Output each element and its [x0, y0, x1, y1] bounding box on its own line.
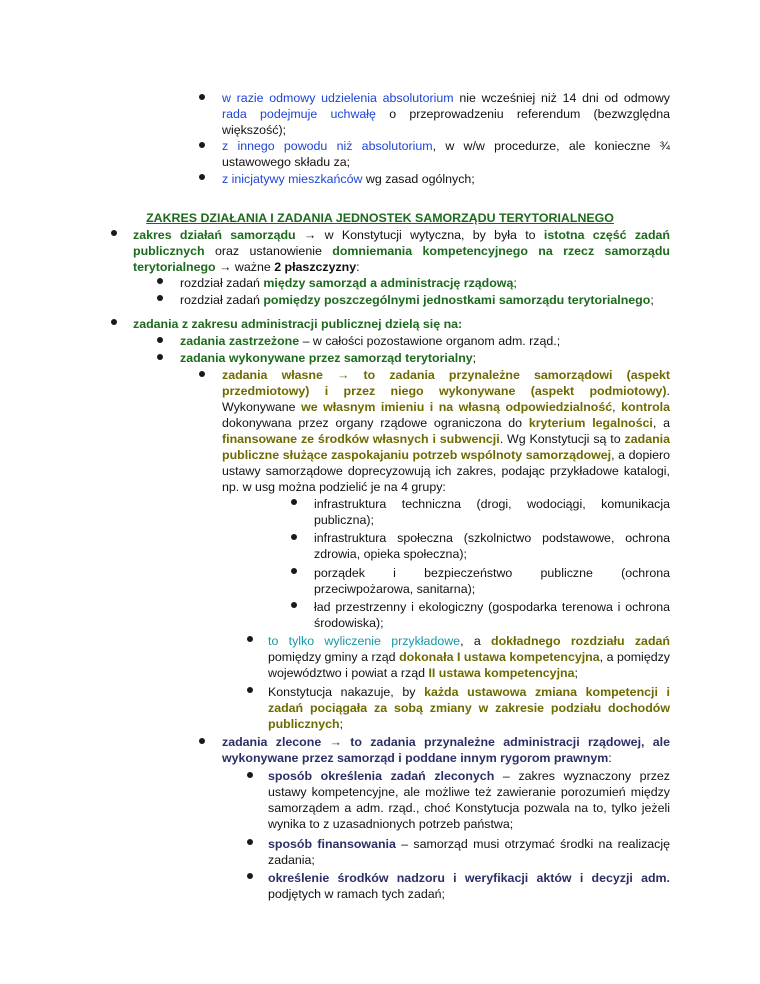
- bullet-icon: [291, 534, 297, 540]
- text-run: pomiędzy gminy a rząd: [268, 650, 396, 664]
- text-run: w razie odmowy udzielenia absolutorium: [222, 91, 454, 105]
- list-item: [222, 90, 670, 138]
- list-item: [268, 768, 670, 832]
- text-run: zadania z zakresu administracji publicznej dzielą się na:: [133, 317, 463, 331]
- text-run: rozdział zadań: [180, 293, 260, 307]
- bullet-icon: [199, 174, 205, 180]
- text-run: określenie środków nadzoru i weryfikacji aktów i decyzji adm.: [268, 871, 670, 885]
- list-item: [222, 734, 670, 766]
- text-run: zadania wykonywane przez samorząd terytorialny: [180, 351, 473, 365]
- text-run: infrastruktura techniczna (drogi, wodociągi, komunikacja publiczna);: [314, 497, 670, 527]
- text-run: z inicjatywy mieszkańców: [222, 172, 363, 186]
- text-run: we własnym imieniu i na własną odpowiedzialność: [301, 400, 613, 414]
- bullet-icon: [199, 371, 205, 377]
- text-run: . Wykonywane: [222, 384, 670, 414]
- bullet-icon: [247, 839, 253, 845]
- text-run: ;: [574, 666, 578, 680]
- text-run: sposób finansowania: [268, 837, 396, 851]
- text-run: porządek i bezpieczeństwo publiczne (ochrona przeciwpożarowa, sanitarna);: [314, 566, 670, 596]
- text-run: zadania własne → to zadania przynależne samorządowi (aspekt przedmiotowy) i przez niego wykonywane (aspekt podmiotowy): [222, 368, 670, 398]
- text-run: ;: [513, 276, 517, 290]
- bullet-icon: [157, 278, 163, 284]
- text-run: finansowane ze środków własnych i subwencji: [222, 432, 500, 446]
- list-item: [314, 599, 670, 631]
- text-run: rada podejmuje uchwałę: [222, 107, 376, 121]
- bullet-icon: [247, 873, 253, 879]
- text-run: pomiędzy poszczególnymi jednostkami samorządu terytorialnego: [263, 293, 651, 307]
- bullet-icon: [291, 499, 297, 505]
- bullet-icon: [111, 319, 117, 325]
- text-run: wg zasad ogólnych;: [365, 172, 475, 186]
- bullet-icon: [199, 142, 205, 148]
- list-item: [180, 333, 670, 349]
- text-run: kontrola: [621, 400, 671, 414]
- bullet-icon: [111, 230, 117, 236]
- list-item: [180, 275, 670, 291]
- list-item: [180, 350, 670, 366]
- bullet-icon: [247, 687, 253, 693]
- list-item: [222, 171, 670, 187]
- text-run: → w Konstytucji wytyczna, by była to: [303, 228, 536, 242]
- bullet-icon: [157, 337, 163, 343]
- text-run: ;: [472, 351, 477, 365]
- text-run: między samorząd a administrację rządową: [263, 276, 514, 290]
- text-run: z innego powodu niż absolutorium: [222, 139, 433, 153]
- text-run: istotna część zadań publicznych: [133, 228, 670, 258]
- bullet-icon: [247, 636, 253, 642]
- list-item: [133, 316, 670, 332]
- list-item: [133, 227, 670, 275]
- text-run: kryterium legalności: [528, 416, 653, 430]
- text-run: . Wg Konstytucji są to: [499, 432, 621, 446]
- text-run: podjętych w ramach tych zadań;: [268, 887, 446, 901]
- text-run: każda ustawowa zmiana kompetencji i zadań pociągała za sobą zmiany w zakresie podziału dochodów publicznych: [268, 685, 670, 731]
- text-run: nie wcześniej niż 14 dni od odmowy: [459, 91, 671, 105]
- text-run: zadania zlecone → to zadania przynależne administracji rządowej, ale wykonywane przez samorząd i poddane innym rygorom prawnym: [222, 735, 670, 765]
- text-run: → ważne: [219, 260, 271, 274]
- text-run: to tylko wyliczenie przykładowe: [268, 634, 461, 648]
- text-run: ,: [612, 400, 616, 414]
- text-run: – zakres wyznaczony przez ustawy kompetencyjne, ale możliwe też zawieranie porozumień między samorządem a adm. rząd., choć Konstytucja pozwala na to, tylko jeżeli wynika to z uzasadnionych potrzeb państwa;: [268, 769, 670, 831]
- text-run: Konstytucja nakazuje, by: [268, 685, 416, 699]
- list-item: [222, 367, 670, 495]
- text-run: zadania publiczne służące zaspokajaniu potrzeb wspólnoty samorządowej: [222, 432, 670, 462]
- text-run: – w całości pozostawione organom adm. rząd.;: [302, 334, 561, 348]
- list-item: [180, 292, 670, 308]
- list-item: [268, 836, 670, 868]
- text-run: ;: [339, 717, 344, 731]
- text-run: o przeprowadzeniu referendum (bezwzględna większość);: [222, 107, 670, 137]
- text-run: dokonała I ustawa kompetencyjna: [399, 650, 600, 664]
- text-run: oraz ustanowienie: [215, 244, 322, 258]
- bullet-icon: [157, 354, 163, 360]
- bullet-icon: [247, 772, 253, 778]
- text-run: , a dopiero ustawy samorządowe doprecyzowują ich zakres, podając przykładowe katalogi, np. w usg można podzielić je na 4 grupy:: [222, 448, 670, 494]
- text-run: 2 płaszczyzny: [274, 260, 357, 274]
- list-item: [222, 138, 670, 170]
- text-run: :: [608, 751, 612, 765]
- text-run: , w w/w procedurze, ale konieczne ¾ ustawowego składu za;: [222, 139, 670, 169]
- list-item: [268, 633, 670, 681]
- text-run: ;: [650, 293, 654, 307]
- text-run: – samorząd musi otrzymać środki na realizację zadania;: [268, 837, 670, 867]
- text-run: dokładnego rozdziału zadań: [491, 634, 670, 648]
- text-run: , a: [460, 634, 481, 648]
- text-run: , a: [652, 416, 670, 430]
- list-item: [268, 684, 670, 732]
- text-run: sposób określenia zadań zleconych: [268, 769, 495, 783]
- text-run: zakres działań samorządu: [133, 228, 296, 242]
- text-run: infrastruktura społeczna (szkolnictwo podstawowe, ochrona zdrowia, opieka społeczna);: [314, 531, 670, 561]
- list-item: [314, 565, 670, 597]
- bullet-icon: [291, 568, 297, 574]
- bullet-icon: [291, 602, 297, 608]
- list-item: [268, 870, 670, 902]
- text-run: domniemania kompetencyjnego na rzecz samorządu terytorialnego: [133, 244, 670, 274]
- text-run: II ustawa kompetencyjna: [428, 666, 575, 680]
- list-item: [314, 496, 670, 528]
- text-run: :: [356, 260, 360, 274]
- text-run: dokonywana przez organy rządowe ograniczona do: [222, 416, 523, 430]
- text-run: zadania zastrzeżone: [180, 334, 300, 348]
- text-run: rozdział zadań: [180, 276, 260, 290]
- text-run: ład przestrzenny i ekologiczny (gospodarka terenowa i ochrona środowiska);: [314, 600, 670, 630]
- bullet-icon: [157, 295, 163, 301]
- section-heading: ZAKRES DZIAŁANIA I ZADANIA JEDNOSTEK SAMORZĄDU TERYTORIALNEGO: [146, 211, 614, 225]
- bullet-icon: [199, 94, 205, 100]
- text-run: , a pomiędzy województwo i powiat a rząd: [268, 650, 670, 680]
- bullet-icon: [199, 738, 205, 744]
- list-item: [314, 530, 670, 562]
